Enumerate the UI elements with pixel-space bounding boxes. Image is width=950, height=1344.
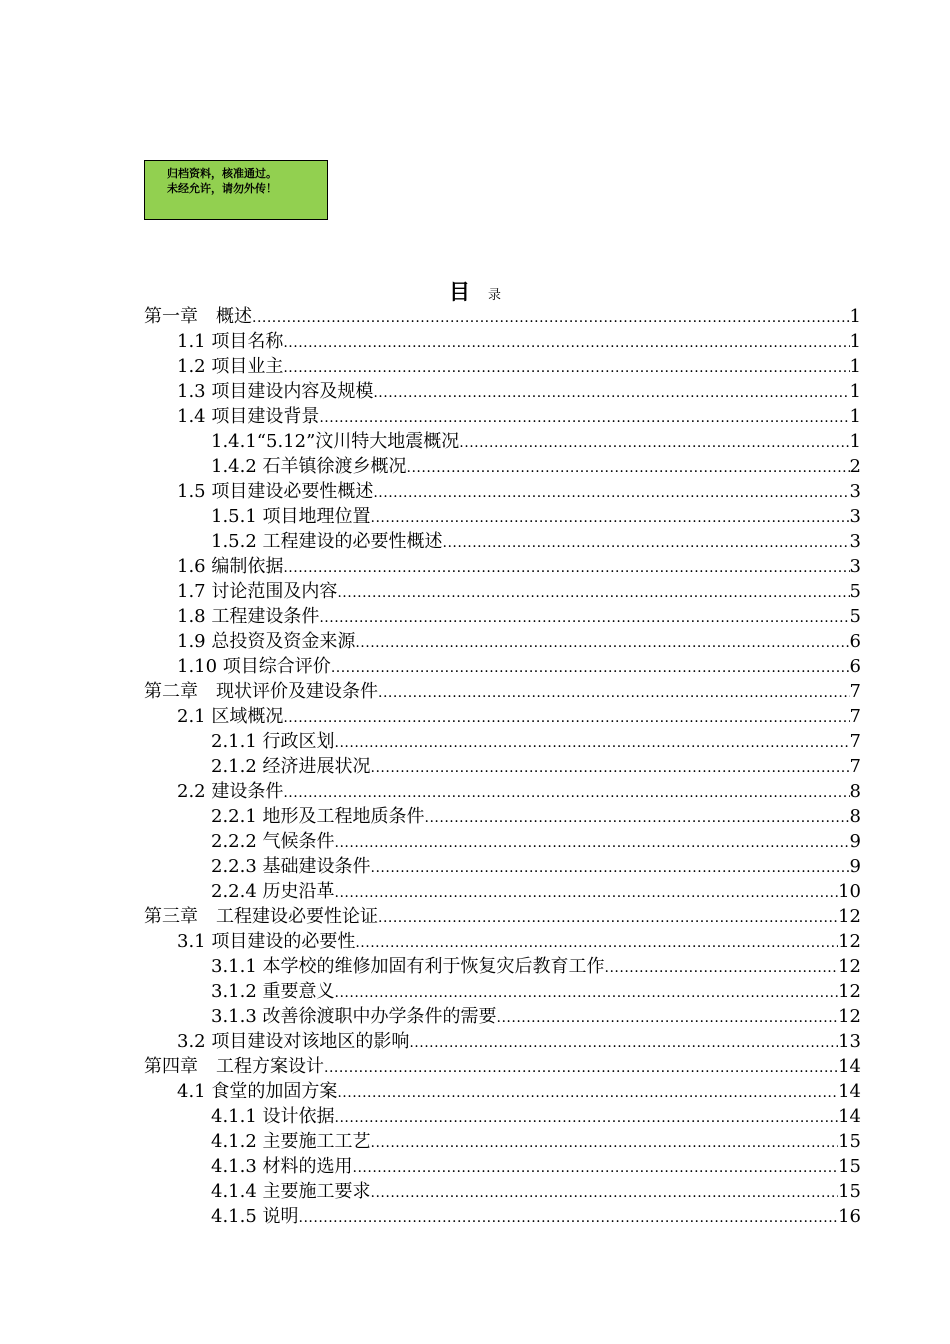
toc-entry-label: 第一章 概述 — [144, 306, 252, 327]
toc-entry-label: 第四章 工程方案设计 — [144, 1056, 324, 1077]
toc-entry[interactable] — [144, 904, 861, 929]
toc-entry-page: 8 — [849, 806, 861, 827]
toc-entry-page: 7 — [849, 731, 861, 752]
toc-entry-page: 1 — [849, 406, 861, 427]
toc-dot-leader — [324, 1056, 838, 1081]
toc-dot-leader — [371, 1131, 839, 1156]
toc-entry[interactable] — [144, 1104, 861, 1129]
toc-entry[interactable] — [144, 379, 861, 404]
toc-dot-leader — [373, 481, 849, 506]
toc-entry-page: 7 — [849, 756, 861, 777]
toc-dot-leader — [283, 356, 849, 381]
toc-dot-leader — [335, 731, 850, 756]
toc-entry[interactable] — [144, 1004, 861, 1029]
toc-entry-page: 3 — [849, 481, 861, 502]
toc-entry[interactable] — [144, 854, 861, 879]
toc-entry-page: 14 — [838, 1056, 861, 1077]
toc-entry-label: 1.2 项目业主 — [177, 356, 284, 377]
toc-entry[interactable] — [144, 1204, 861, 1229]
toc-entry-label: 3.1 项目建设的必要性 — [177, 931, 356, 952]
toc-entry-label: 1.1 项目名称 — [177, 331, 284, 352]
toc-entry-label: 3.1.2 重要意义 — [211, 981, 335, 1002]
toc-dot-leader — [355, 931, 838, 956]
toc-entry-page: 12 — [838, 931, 861, 952]
toc-entry-page: 3 — [849, 531, 861, 552]
toc-entry[interactable] — [144, 954, 861, 979]
toc-entry-label: 4.1.5 说明 — [211, 1206, 299, 1227]
toc-dot-leader — [335, 881, 839, 906]
toc-dot-leader — [371, 506, 850, 531]
toc-entry-page: 9 — [849, 856, 861, 877]
toc-entry-page: 8 — [849, 781, 861, 802]
toc-dot-leader — [371, 756, 850, 781]
toc-entry-page: 15 — [838, 1131, 861, 1152]
toc-entry-page: 7 — [849, 706, 861, 727]
toc-entry-label: 2.1.2 经济进展状况 — [211, 756, 371, 777]
toc-entry-page: 16 — [838, 1206, 861, 1227]
toc-dot-leader — [371, 856, 850, 881]
toc-entry[interactable] — [144, 329, 861, 354]
toc-entry[interactable] — [144, 629, 861, 654]
toc-heading-main: 目 — [448, 279, 470, 304]
toc-dot-leader — [407, 456, 850, 481]
toc-entry-label: 4.1.3 材料的选用 — [211, 1156, 353, 1177]
toc-entry-page: 12 — [838, 981, 861, 1002]
toc-dot-leader — [355, 631, 849, 656]
toc-dot-leader — [459, 431, 849, 456]
toc-dot-leader — [335, 981, 839, 1006]
toc-entry-label: 2.2.2 气候条件 — [211, 831, 335, 852]
toc-entry-label: 1.7 讨论范围及内容 — [177, 581, 338, 602]
toc-entry[interactable] — [144, 729, 861, 754]
toc-entry-label: 1.4.2 石羊镇徐渡乡概况 — [211, 456, 407, 477]
toc-entry-label: 1.8 工程建设条件 — [177, 606, 320, 627]
toc-entry[interactable] — [144, 304, 861, 329]
archive-stamp — [144, 160, 328, 220]
toc-entry[interactable] — [144, 754, 861, 779]
toc-entry-page: 1 — [849, 431, 861, 452]
toc-dot-leader — [373, 381, 849, 406]
toc-entry-page: 2 — [849, 456, 861, 477]
toc-entry[interactable] — [144, 1129, 861, 1154]
toc-entry[interactable] — [144, 879, 861, 904]
toc-entry-page: 6 — [849, 631, 861, 652]
toc-entry-page: 14 — [838, 1106, 861, 1127]
toc-dot-leader — [299, 1206, 839, 1231]
toc-entry-page: 9 — [849, 831, 861, 852]
toc-entry-label: 4.1.4 主要施工要求 — [211, 1181, 371, 1202]
toc-entry-label: 3.1.1 本学校的维修加固有利于恢复灾后教育工作 — [211, 956, 605, 977]
stamp-line-2: 未经允许，请勿外传！ — [167, 182, 277, 195]
toc-entry-page: 1 — [849, 356, 861, 377]
toc-entry-page: 14 — [838, 1081, 861, 1102]
toc-entry[interactable] — [144, 1154, 861, 1179]
toc-dot-leader — [335, 1106, 839, 1131]
toc-entry-page: 12 — [838, 956, 861, 977]
toc-entry[interactable] — [144, 929, 861, 954]
toc-heading-sub: 录 — [487, 288, 501, 303]
toc-dot-leader — [337, 1081, 838, 1106]
toc-entry[interactable] — [144, 429, 861, 454]
toc-entry-page: 13 — [838, 1031, 861, 1052]
toc-dot-leader — [335, 831, 850, 856]
toc-entry-page: 3 — [849, 556, 861, 577]
toc-entry[interactable] — [144, 654, 861, 679]
toc-entry-label: 1.5 项目建设必要性概述 — [177, 481, 374, 502]
toc-entry-page: 12 — [838, 1006, 861, 1027]
toc-dot-leader — [378, 906, 838, 931]
toc-entry-label: 4.1.1 设计依据 — [211, 1106, 335, 1127]
toc-entry-page: 1 — [849, 306, 861, 327]
toc-dot-leader — [319, 606, 849, 631]
toc-entry[interactable] — [144, 454, 861, 479]
toc-entry-label: 1.9 总投资及资金来源 — [177, 631, 356, 652]
toc-dot-leader — [443, 531, 850, 556]
toc-entry[interactable] — [144, 354, 861, 379]
toc-dot-leader — [252, 306, 850, 331]
toc-entry-label: 1.10 项目综合评价 — [177, 656, 331, 677]
toc-dot-leader — [283, 781, 849, 806]
toc-entry-page: 3 — [849, 506, 861, 527]
toc-entry-label: 1.3 项目建设内容及规模 — [177, 381, 374, 402]
toc-entry[interactable] — [144, 529, 861, 554]
toc-entry-label: 1.5.2 工程建设的必要性概述 — [211, 531, 443, 552]
toc-entry-label: 2.2.1 地形及工程地质条件 — [211, 806, 425, 827]
toc-entry-label: 2.1.1 行政区划 — [211, 731, 335, 752]
toc-entry[interactable] — [144, 1029, 861, 1054]
toc-entry-label: 2.2 建设条件 — [177, 781, 284, 802]
toc-entry-label: 3.1.3 改善徐渡职中办学条件的需要 — [211, 1006, 497, 1027]
toc-entry[interactable] — [144, 1079, 861, 1104]
toc-entry-page: 5 — [849, 606, 861, 627]
toc-entry-label: 2.2.3 基础建设条件 — [211, 856, 371, 877]
toc-dot-leader — [378, 681, 850, 706]
toc-dot-leader — [425, 806, 850, 831]
toc-entry[interactable] — [144, 479, 861, 504]
toc-entry[interactable] — [144, 1054, 861, 1079]
toc-dot-leader — [409, 1031, 838, 1056]
toc-entry-label: 4.1.2 主要施工工艺 — [211, 1131, 371, 1152]
toc-entry[interactable] — [144, 404, 861, 429]
toc-dot-leader — [337, 581, 849, 606]
toc-entry-label: 2.1 区域概况 — [177, 706, 284, 727]
toc-entry-page: 15 — [838, 1181, 861, 1202]
toc-entry[interactable] — [144, 504, 861, 529]
toc-entry-page: 7 — [849, 681, 861, 702]
toc-entry[interactable] — [144, 779, 861, 804]
toc-entry-label: 1.5.1 项目地理位置 — [211, 506, 371, 527]
toc-entry-label: 1.4 项目建设背景 — [177, 406, 320, 427]
toc-entry[interactable] — [144, 704, 861, 729]
toc-entry-label: 3.2 项目建设对该地区的影响 — [177, 1031, 410, 1052]
toc-entry[interactable] — [144, 679, 861, 704]
toc-dot-leader — [283, 556, 849, 581]
toc-entry[interactable] — [144, 554, 861, 579]
toc-entry-page: 12 — [838, 906, 861, 927]
toc-dot-leader — [353, 1156, 839, 1181]
toc-entry[interactable] — [144, 1179, 861, 1204]
toc-dot-leader — [331, 656, 850, 681]
toc-dot-leader — [283, 331, 849, 356]
toc-entry-label: 第二章 现状评价及建设条件 — [144, 681, 378, 702]
toc-entry-page: 1 — [849, 331, 861, 352]
toc-entry-page: 5 — [849, 581, 861, 602]
stamp-line-1: 归档资料，核准通过。 — [167, 167, 277, 180]
toc-dot-leader — [605, 956, 839, 981]
toc-entry-page: 6 — [849, 656, 861, 677]
toc-dot-leader — [497, 1006, 839, 1031]
toc-dot-leader — [371, 1181, 839, 1206]
toc-dot-leader — [319, 406, 849, 431]
toc-entry-page: 15 — [838, 1156, 861, 1177]
toc-entry-label: 1.6 编制依据 — [177, 556, 284, 577]
toc-heading — [0, 276, 950, 306]
table-of-contents — [144, 304, 861, 1229]
toc-entry-page: 10 — [838, 881, 861, 902]
toc-entry-label: 第三章 工程建设必要性论证 — [144, 906, 378, 927]
toc-entry-page: 1 — [849, 381, 861, 402]
toc-entry[interactable] — [144, 579, 861, 604]
toc-entry[interactable] — [144, 979, 861, 1004]
toc-entry[interactable] — [144, 829, 861, 854]
toc-entry-label: 4.1 食堂的加固方案 — [177, 1081, 338, 1102]
toc-entry[interactable] — [144, 804, 861, 829]
toc-entry-label: 2.2.4 历史沿革 — [211, 881, 335, 902]
toc-entry[interactable] — [144, 604, 861, 629]
toc-entry-label: 1.4.1“5.12”汶川特大地震概况 — [211, 431, 460, 452]
toc-dot-leader — [283, 706, 849, 731]
